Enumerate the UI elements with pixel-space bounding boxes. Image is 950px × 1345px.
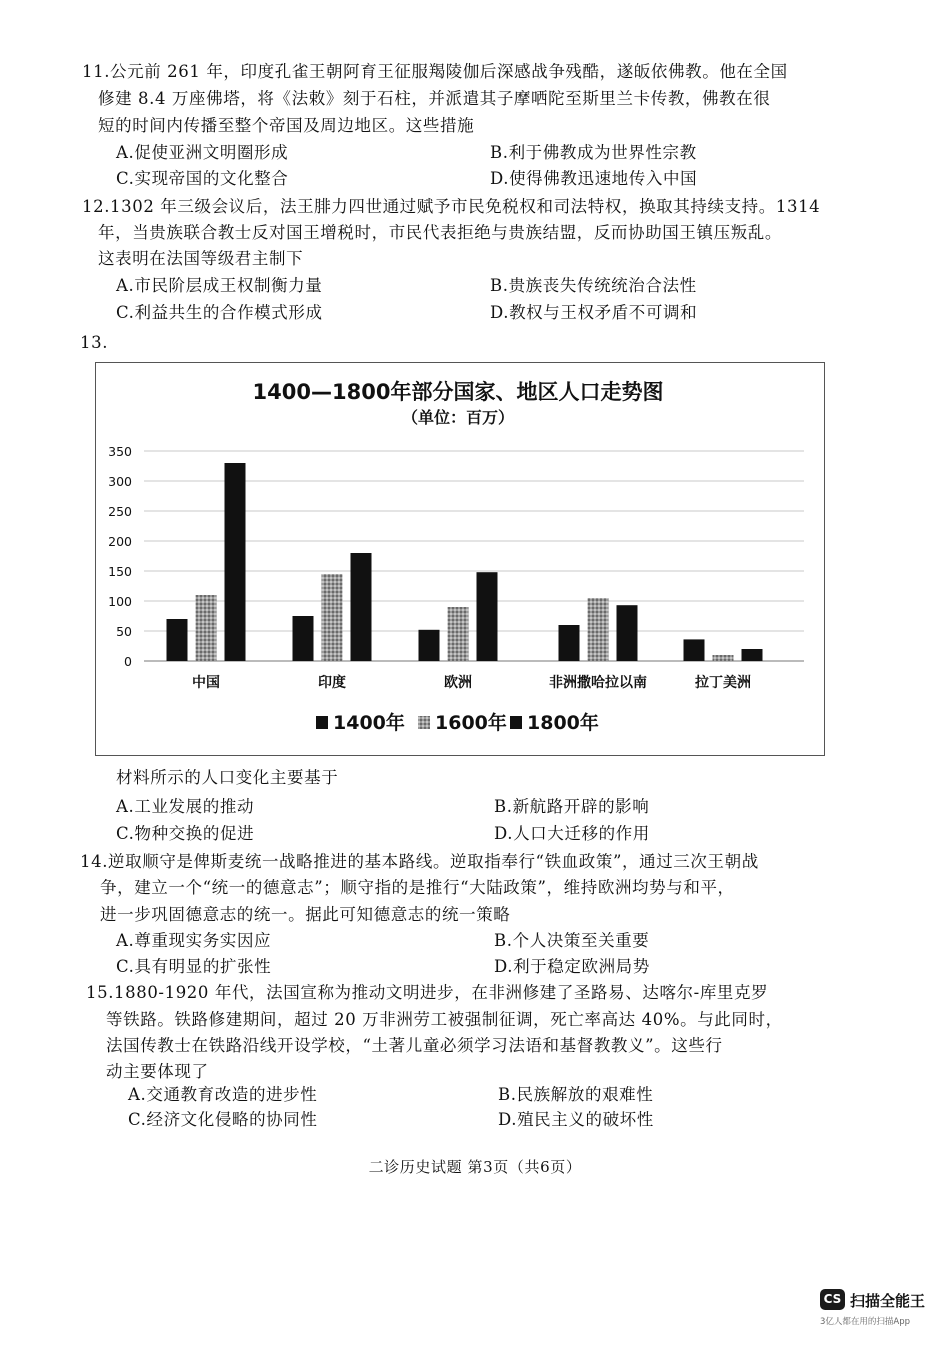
y-tick-label-250: 250 bbox=[108, 504, 132, 519]
bar-1600年-欧洲 bbox=[448, 607, 469, 661]
q12-option-a[interactable]: A.市民阶层成王权制衡力量 bbox=[116, 276, 323, 295]
q15-line-3: 法国传教士在铁路沿线开设学校，“土著儿童必须学习法语和基督教教义”。这些行 bbox=[106, 1036, 723, 1055]
q13-number: 13. bbox=[80, 333, 109, 352]
q13-option-d[interactable]: D.人口大迁移的作用 bbox=[494, 824, 650, 843]
legend-swatch-1800年 bbox=[510, 716, 522, 729]
legend-label-1800年: 1800年 bbox=[527, 712, 599, 734]
legend-swatch-1600年 bbox=[418, 716, 430, 729]
q14-line-3: 进一步巩固德意志的统一。据此可知德意志的统一策略 bbox=[100, 905, 511, 924]
y-tick-label-350: 350 bbox=[108, 444, 132, 459]
q11-option-a[interactable]: A.促使亚洲文明圈形成 bbox=[116, 143, 289, 162]
q15-option-b[interactable]: B.民族解放的艰难性 bbox=[498, 1085, 654, 1104]
q12-option-b[interactable]: B.贵族丧失传统统治合法性 bbox=[490, 276, 697, 295]
x-category-label: 非洲撒哈拉以南 bbox=[549, 675, 647, 691]
q14-option-a[interactable]: A.尊重现实务实因应 bbox=[116, 931, 272, 950]
q15-option-d[interactable]: D.殖民主义的破坏性 bbox=[498, 1110, 654, 1129]
chart-subtitle: （单位：百万） bbox=[401, 408, 515, 427]
scanner-tagline: 3亿人都在用的扫描App bbox=[820, 1317, 911, 1327]
q11-line-1: 11.公元前 261 年，印度孔雀王朝阿育王征服羯陵伽后深感战争残酷，遂皈依佛教。他在全国 bbox=[82, 62, 788, 81]
x-category-label: 拉丁美洲 bbox=[695, 675, 751, 691]
q11-line-2: 修建 8.4 万座佛塔，将《法敕》刻于石柱，并派遣其子摩哂陀至斯里兰卡传教，佛教在很 bbox=[98, 89, 771, 108]
bar-1800年-非洲撒哈拉以南 bbox=[617, 605, 638, 661]
bar-1800年-印度 bbox=[351, 553, 372, 661]
bar-1600年-非洲撒哈拉以南 bbox=[588, 598, 609, 661]
q12-line-1: 12.1302 年三级会议后，法王腓力四世通过赋予市民免税权和司法特权，换取其持续支持。1314 bbox=[82, 197, 821, 216]
q15-line-2: 等铁路。铁路修建期间，超过 20 万非洲劳工被强制征调，死亡率高达 40%。与此同时， bbox=[106, 1010, 783, 1029]
bar-1400年-拉丁美洲 bbox=[684, 639, 705, 661]
bar-1600年-印度 bbox=[322, 574, 343, 661]
y-tick-label-300: 300 bbox=[108, 474, 132, 489]
y-tick-label-50: 50 bbox=[116, 624, 132, 639]
q11-option-d[interactable]: D.使得佛教迅速地传入中国 bbox=[490, 169, 698, 188]
y-tick-label-100: 100 bbox=[108, 594, 132, 609]
bar-1800年-拉丁美洲 bbox=[742, 649, 763, 661]
scanner-app-name: 扫描全能王 bbox=[850, 1292, 926, 1310]
population-chart bbox=[95, 362, 825, 756]
bar-1400年-中国 bbox=[167, 619, 188, 661]
bar-1400年-欧洲 bbox=[419, 630, 440, 661]
q13-stem: 材料所示的人口变化主要基于 bbox=[116, 768, 339, 787]
legend-label-1400年: 1400年 bbox=[333, 712, 405, 734]
q11-line-3: 短的时间内传播至整个帝国及周边地区。这些措施 bbox=[98, 116, 475, 135]
q12-line-2: 年，当贵族联合教士反对国王增税时，市民代表拒绝与贵族结盟，反而协助国王镇压叛乱。 bbox=[98, 223, 782, 242]
q14-option-b[interactable]: B.个人决策至关重要 bbox=[494, 931, 650, 950]
bar-1400年-非洲撒哈拉以南 bbox=[559, 625, 580, 661]
bar-1400年-印度 bbox=[293, 616, 314, 661]
q13-option-b[interactable]: B.新航路开辟的影响 bbox=[494, 797, 650, 816]
q12-option-c[interactable]: C.利益共生的合作模式形成 bbox=[116, 303, 323, 322]
q11-option-b[interactable]: B.利于佛教成为世界性宗教 bbox=[490, 143, 697, 162]
q13-option-a[interactable]: A.工业发展的推动 bbox=[116, 797, 255, 816]
x-category-label: 印度 bbox=[318, 675, 346, 691]
cs-logo-icon: CS bbox=[820, 1289, 845, 1310]
q14-line-2: 争，建立一个“统一的德意志”；顺守指的是推行“大陆政策”，维持欧洲均势与和平， bbox=[100, 878, 735, 897]
q15-option-a[interactable]: A.交通教育改造的进步性 bbox=[128, 1085, 318, 1104]
x-category-label: 中国 bbox=[192, 675, 220, 691]
q14-option-d[interactable]: D.利于稳定欧洲局势 bbox=[494, 957, 650, 976]
legend-swatch-1400年 bbox=[316, 716, 328, 729]
q15-line-4: 动主要体现了 bbox=[106, 1062, 209, 1081]
q14-option-c[interactable]: C.具有明显的扩张性 bbox=[116, 957, 272, 976]
x-category-label: 欧洲 bbox=[444, 675, 472, 691]
q12-option-d[interactable]: D.教权与王权矛盾不可调和 bbox=[490, 303, 698, 322]
page-footer: 二诊历史试题 第3页（共6页） bbox=[368, 1158, 582, 1176]
y-tick-label-150: 150 bbox=[108, 564, 132, 579]
q12-line-3: 这表明在法国等级君主制下 bbox=[98, 249, 304, 268]
q13-option-c[interactable]: C.物种交换的促进 bbox=[116, 824, 255, 843]
q15-option-c[interactable]: C.经济文化侵略的协同性 bbox=[128, 1110, 318, 1129]
population-chart-svg bbox=[96, 363, 824, 755]
legend-label-1600年: 1600年 bbox=[435, 712, 507, 734]
q11-option-c[interactable]: C.实现帝国的文化整合 bbox=[116, 169, 289, 188]
y-tick-label-200: 200 bbox=[108, 534, 132, 549]
bar-1800年-欧洲 bbox=[477, 572, 498, 661]
bar-1600年-拉丁美洲 bbox=[713, 655, 734, 661]
chart-title: 1400—1800年部分国家、地区人口走势图 bbox=[252, 380, 664, 404]
q14-line-1: 14.逆取顺守是俾斯麦统一战略推进的基本路线。逆取指奉行“铁血政策”，通过三次王朝战 bbox=[80, 852, 759, 871]
bar-1600年-中国 bbox=[196, 595, 217, 661]
q15-line-1: 15.1880-1920 年代，法国宣称为推动文明进步，在非洲修建了圣路易、达喀尔-库里克罗 bbox=[86, 983, 769, 1002]
y-tick-label-0: 0 bbox=[124, 654, 132, 669]
bar-1800年-中国 bbox=[225, 463, 246, 661]
